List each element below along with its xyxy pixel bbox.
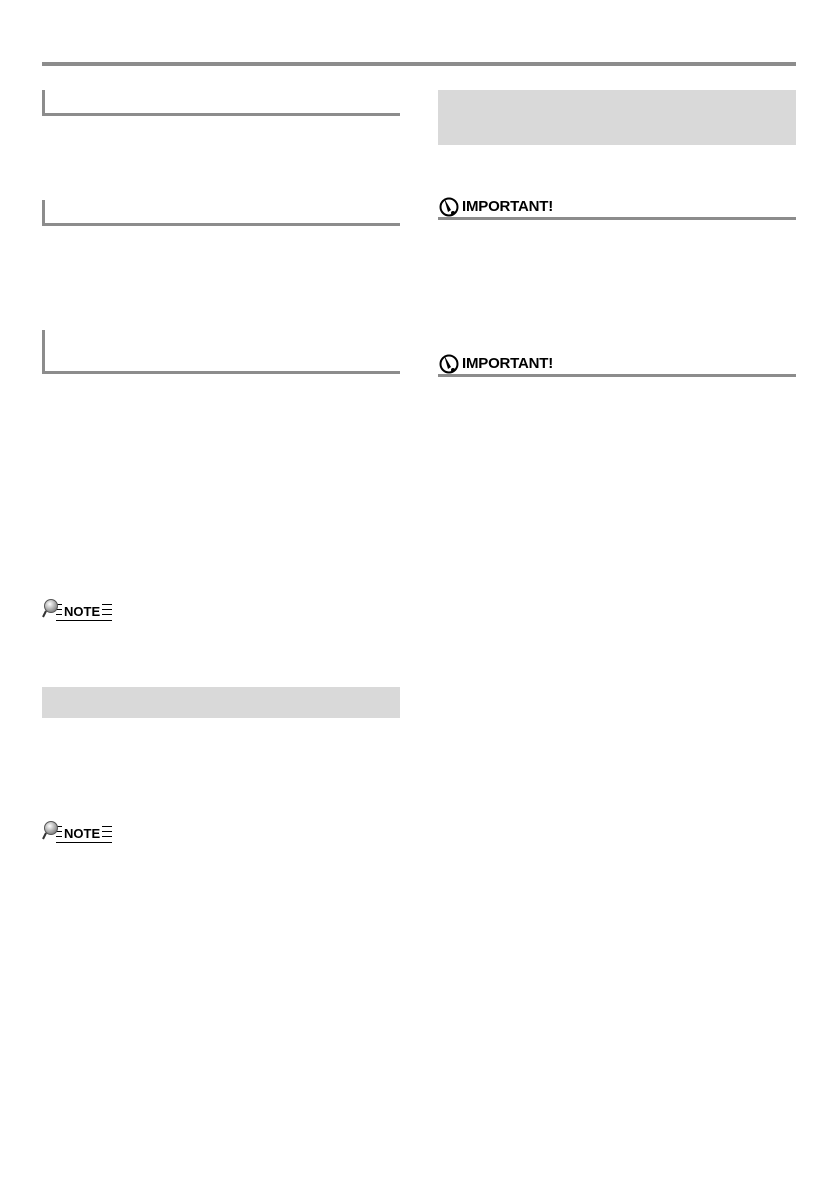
important-header-1 — [438, 198, 796, 220]
section-heading-1 — [42, 90, 400, 116]
heading-underline — [42, 371, 400, 374]
note-magnifier-icon — [42, 820, 64, 842]
heading-underline — [42, 223, 400, 226]
top-rule — [42, 62, 796, 66]
important-label: IMPORTANT! — [462, 198, 554, 215]
important-label: IMPORTANT! — [462, 355, 554, 372]
note-label: NOTE — [64, 826, 101, 841]
note-label: NOTE — [64, 604, 101, 619]
important-warning-icon — [438, 353, 460, 375]
note-badge-1 — [42, 598, 112, 620]
section-heading-2 — [42, 200, 400, 226]
section-heading-3 — [42, 330, 400, 374]
heading-bracket — [42, 330, 45, 374]
gray-heading-right — [438, 90, 796, 145]
note-badge-2 — [42, 820, 112, 842]
important-header-2 — [438, 355, 796, 377]
gray-heading-left — [42, 687, 400, 718]
heading-underline — [42, 113, 400, 116]
important-underline — [438, 217, 796, 220]
note-magnifier-icon — [42, 598, 64, 620]
important-underline — [438, 374, 796, 377]
important-warning-icon — [438, 196, 460, 218]
